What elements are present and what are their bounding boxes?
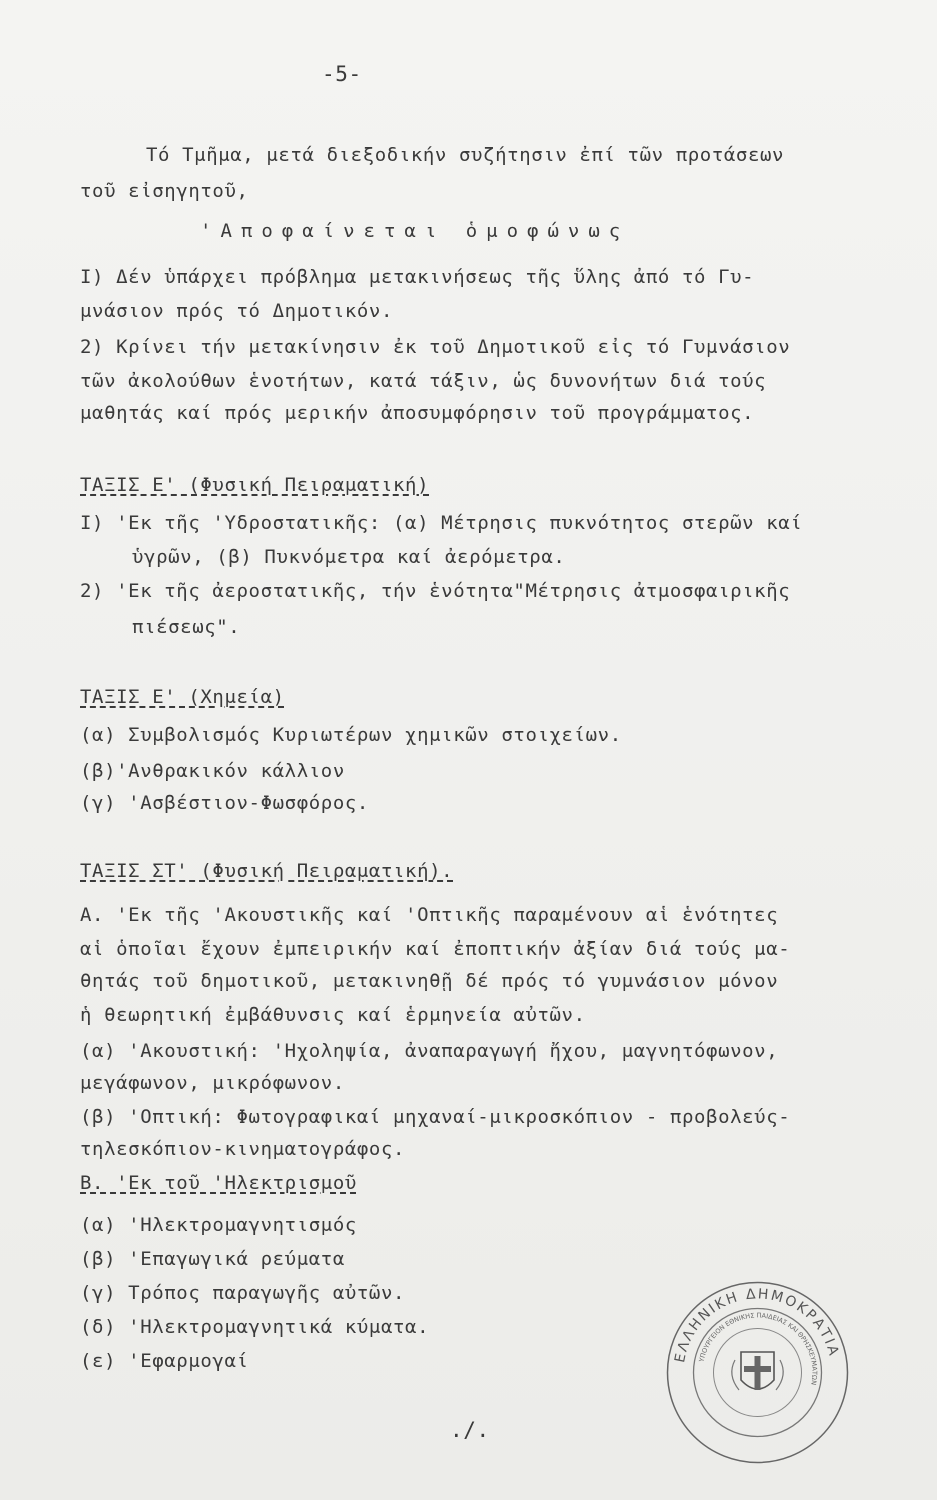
sec2-line-1: (α) Συμβολισμός Κυριωτέρων χημικῶν στοιχείων. [80, 724, 622, 746]
sec3-line-11: (β) 'Επαγωγικά ρεύματα [80, 1248, 345, 1270]
stamp-inner-text: ΥΠΟΥΡΓΕΙΟΝ ΕΘΝΙΚΗΣ ΠΑΙΔΕΙΑΣ ΚΑΙ ΘΡΗΣΚΕΥΜΑΤΩΝ [697, 1311, 819, 1386]
intro-line-1: Τό Τμῆμα, μετά διεξοδικήν συζήτησιν ἐπί τῶν προτάσεων [146, 144, 785, 166]
point-line-5: μαθητάς καί πρός μερικήν ἀποσυμφόρησιν τοῦ προγράμματος. [80, 402, 755, 424]
point-line-2: μνάσιον πρός τό Δημοτικόν. [80, 300, 394, 322]
page-number: -5- [322, 62, 362, 86]
section-heading-2: ΤΑΞΙΣ Ε' (Χημεία) [80, 686, 285, 708]
point-line-3: 2) Κρίνει τήν μετακίνησιν ἐκ τοῦ Δημοτικοῦ εἰς τό Γυμνάσιον [80, 336, 791, 358]
section-heading-3: ΤΑΞΙΣ ΣΤ' (Φυσική Πειραματική). [80, 860, 454, 882]
point-line-1: Ι) Δέν ὑπάρχει πρόβλημα μετακινήσεως τῆς ὕλης ἀπό τό Γυ- [80, 266, 755, 288]
continuation-mark: ./. [450, 1418, 490, 1442]
sec3-line-8: τηλεσκόπιον-κινηματογράφος. [80, 1138, 406, 1160]
section-heading-1: ΤΑΞΙΣ Ε' (Φυσική Πειραματική) [80, 474, 430, 496]
point-line-4: τῶν ἀκολούθων ἑνοτήτων, κατά τάξιν, ὡς δυνονήτων διά τούς [80, 370, 767, 392]
sec2-line-3: (γ) 'Ασβέστιον-Φωσφόρος. [80, 792, 369, 814]
sec3-line-13: (δ) 'Ηλεκτρομαγνητικά κύματα. [80, 1316, 430, 1338]
sec3-line-6: μεγάφωνον, μικρόφωνον. [80, 1072, 345, 1094]
intro-line-2: τοῦ εἰσηγητοῦ, [80, 180, 249, 202]
sec3-line-1: Α. 'Εκ τῆς 'Ακουστικῆς καί 'Οπτικῆς παραμένουν αἱ ἑνότητες [80, 904, 779, 926]
sec3-line-7: (β) 'Οπτική: Φωτογραφικαί μηχαναί-μικροσκόπιον - προβολεύς- [80, 1106, 791, 1128]
sec3-line-12: (γ) Τρόπος παραγωγῆς αὐτῶν. [80, 1282, 406, 1304]
sec3-line-4: ἡ θεωρητική ἐμβάθυνσις καί ἑρμηνεία αὐτῶν. [80, 1004, 586, 1026]
coat-of-arms-icon [732, 1352, 783, 1390]
sec3-line-3: θητάς τοῦ δημοτικοῦ, μετακινηθῇ δέ πρός τό γυμνάσιον μόνον [80, 970, 779, 992]
sec1-line-2: ὑγρῶν, (β) Πυκνόμετρα καί ἀερόμετρα. [132, 546, 566, 568]
sec3-line-5: (α) 'Ακουστική: 'Ηχοληψία, ἀναπαραγωγή ἤχου, μαγνητόφωνον, [80, 1040, 779, 1062]
stamp-ring-text: ΕΛΛΗΝΙΚΗ ΔΗΜΟΚΡΑΤΙΑ [672, 1286, 842, 1365]
sec3-line-14: (ε) 'Εφαρμογαί [80, 1350, 249, 1372]
official-stamp [665, 1280, 850, 1465]
sec1-line-3: 2) 'Εκ τῆς ἀεροστατικῆς, τήν ἑνότητα"Μέτρησις ἀτμοσφαιρικῆς [80, 580, 791, 602]
sec2-line-2: (β)'Ανθρακικόν κάλλιον [80, 760, 345, 782]
sec3-line-2: αἱ ὁποῖαι ἔχουν ἐμπειρικήν καί ἐποπτικήν ἀξίαν διά τούς μα- [80, 938, 791, 960]
sec3-line-10: (α) 'Ηλεκτρομαγνητισμός [80, 1214, 357, 1236]
sec3-line-9: Β. 'Εκ τοῦ 'Ηλεκτρισμοῦ [80, 1172, 357, 1194]
sec1-line-4: πιέσεως". [132, 616, 241, 638]
decision-heading: 'Αποφαίνεται ὁμοφώνως [200, 220, 630, 242]
sec1-line-1: Ι) 'Εκ τῆς 'Υδροστατικῆς: (α) Μέτρησις πυκνότητος στερῶν καί [80, 512, 803, 534]
